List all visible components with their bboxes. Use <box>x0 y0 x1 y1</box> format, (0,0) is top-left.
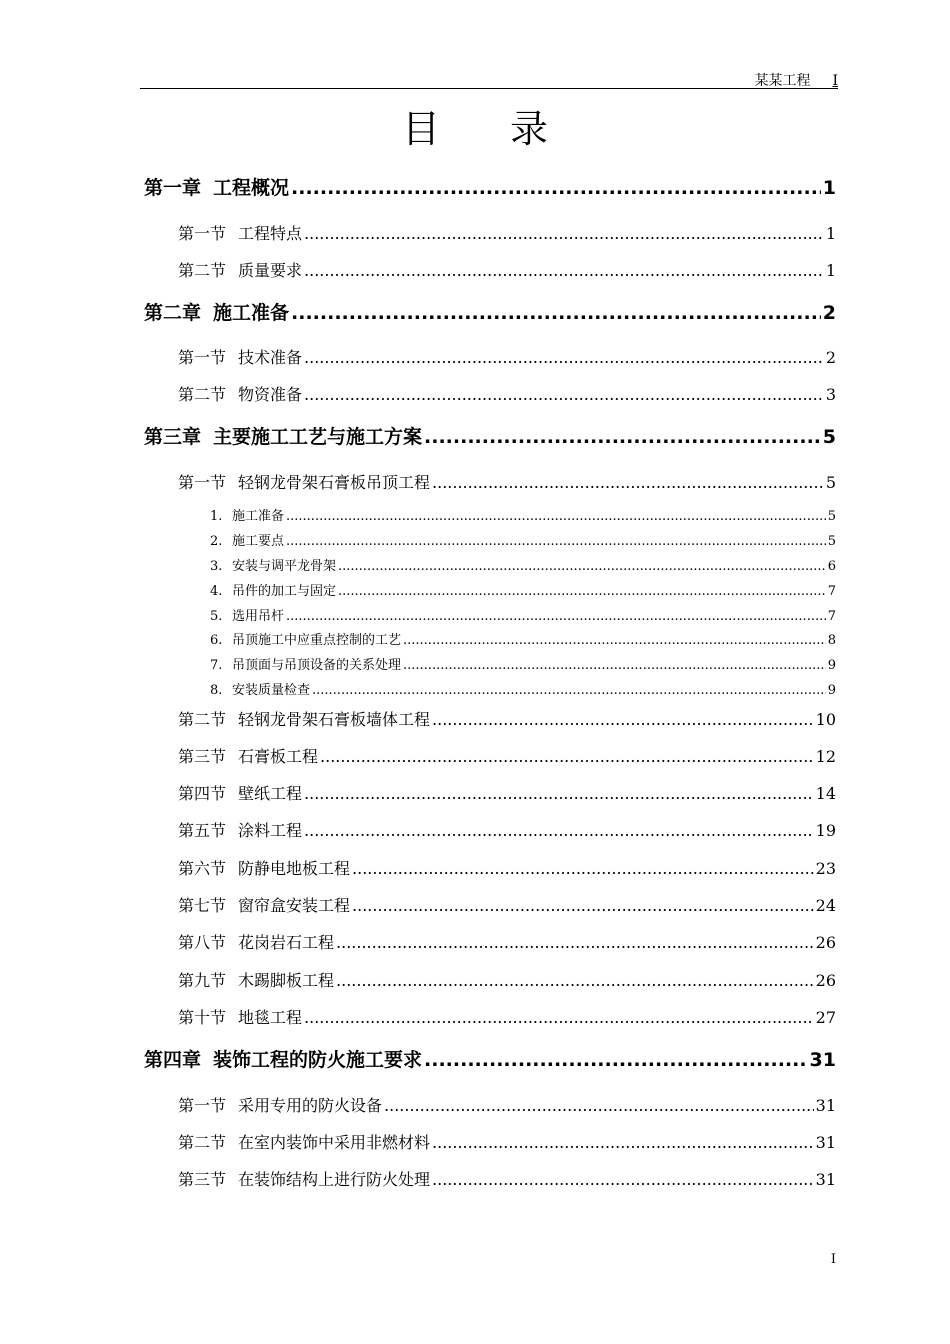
toc-entry-label: 第一节 <box>178 473 227 492</box>
toc-entry-title: 施工要点 <box>232 534 285 549</box>
toc-entry-page: 24 <box>815 896 836 915</box>
toc-entry-section[interactable] <box>178 221 836 244</box>
toc-entry-title: 安装质量检查 <box>232 683 311 698</box>
toc-entry-chapter[interactable] <box>144 173 836 200</box>
toc-entry-section[interactable] <box>178 382 836 405</box>
toc-entry-label: 第一节 <box>178 1096 227 1115</box>
toc-entry-title: 装饰工程的防火施工要求 <box>213 1049 423 1071</box>
toc-entry-section[interactable] <box>178 930 836 953</box>
toc-entry-title: 安装与调平龙骨架 <box>232 559 337 574</box>
toc-entry-page: 9 <box>827 683 836 698</box>
toc-entry-label: 7. <box>210 658 223 673</box>
toc-entry-title: 窗帘盒安装工程 <box>238 896 351 915</box>
toc-entry-label: 6. <box>210 633 223 648</box>
toc-entry-chapter[interactable] <box>144 1045 836 1072</box>
toc-entry-item[interactable] <box>210 530 836 549</box>
toc-entry-label: 第一节 <box>178 348 227 367</box>
toc-leader-dots <box>304 821 814 840</box>
toc-entry-item[interactable] <box>210 605 836 624</box>
toc-leader-dots <box>338 584 826 599</box>
toc-entry-title: 施工准备 <box>213 302 290 324</box>
toc-entry-title: 在室内装饰中采用非燃材料 <box>238 1133 431 1152</box>
toc-entry-item[interactable] <box>210 555 836 574</box>
toc-entry-page: 27 <box>815 1008 836 1027</box>
toc-leader-dots <box>432 1133 814 1152</box>
toc-entry-title: 吊顶面与吊顶设备的关系处理 <box>232 658 402 673</box>
toc-entry-page: 14 <box>815 784 836 803</box>
toc-entry-page: 31 <box>815 1133 836 1152</box>
toc-entry-section[interactable] <box>178 707 836 730</box>
toc-leader-dots <box>338 559 826 574</box>
toc-leader-dots <box>424 1049 808 1071</box>
toc-entry-section[interactable] <box>178 856 836 879</box>
toc-entry-page: 26 <box>815 971 836 990</box>
toc-entry-section[interactable] <box>178 345 836 368</box>
toc-entry-label: 第七节 <box>178 896 227 915</box>
toc-leader-dots <box>312 683 826 698</box>
toc-leader-dots <box>432 473 824 492</box>
toc-entry-section[interactable] <box>178 470 836 493</box>
toc-leader-dots <box>352 896 814 915</box>
toc-entry-section[interactable] <box>178 818 836 841</box>
toc-entry-label: 第一章 <box>144 177 202 199</box>
toc-leader-dots <box>336 933 814 952</box>
toc-entry-page: 7 <box>827 609 836 624</box>
toc-entry-title: 在装饰结构上进行防火处理 <box>238 1170 431 1189</box>
toc-leader-dots <box>304 385 824 404</box>
toc-entry-page: 7 <box>827 584 836 599</box>
toc-entry-page: 3 <box>825 385 836 404</box>
toc-entry-title: 壁纸工程 <box>238 784 303 803</box>
toc-entry-page: 5 <box>822 426 836 448</box>
toc-leader-dots <box>320 747 814 766</box>
toc-leader-dots <box>432 1170 814 1189</box>
toc-entry-page: 12 <box>815 747 836 766</box>
toc-entry-title: 选用吊杆 <box>232 609 285 624</box>
toc-leader-dots <box>291 177 821 199</box>
toc-entry-section[interactable] <box>178 1005 836 1028</box>
toc-entry-label: 第四节 <box>178 784 227 803</box>
toc-entry-label: 第三节 <box>178 1170 227 1189</box>
toc-entry-item[interactable] <box>210 580 836 599</box>
toc-entry-page: 2 <box>825 348 836 367</box>
toc-entry-label: 8. <box>210 683 223 698</box>
toc-leader-dots <box>424 426 821 448</box>
toc-entry-item[interactable] <box>210 629 836 648</box>
toc-entry-section[interactable] <box>178 781 836 804</box>
toc-entry-label: 第二节 <box>178 385 227 404</box>
toc-leader-dots <box>384 1096 814 1115</box>
toc-leader-dots <box>304 261 824 280</box>
toc-leader-dots <box>304 224 824 243</box>
toc-entry-page: 9 <box>827 658 836 673</box>
toc-entry-page: 31 <box>809 1049 836 1071</box>
toc-entry-title: 轻钢龙骨架石膏板墙体工程 <box>238 710 431 729</box>
toc-entry-page: 31 <box>815 1096 836 1115</box>
toc-entry-section[interactable] <box>178 1130 836 1153</box>
toc-entry-section[interactable] <box>178 1093 836 1116</box>
toc-entry-section[interactable] <box>178 258 836 281</box>
toc-entry-section[interactable] <box>178 744 836 767</box>
toc-entry-title: 主要施工工艺与施工方案 <box>213 426 423 448</box>
toc-entry-label: 2. <box>210 534 223 549</box>
toc-entry-page: 2 <box>822 302 836 324</box>
toc-leader-dots <box>304 1008 814 1027</box>
toc-leader-dots <box>304 784 814 803</box>
toc-entry-title: 吊顶施工中应重点控制的工艺 <box>232 633 402 648</box>
toc-entry-label: 3. <box>210 559 223 574</box>
header-page-number: I <box>832 73 838 89</box>
toc-entry-title: 施工准备 <box>232 509 285 524</box>
toc-entry-item[interactable] <box>210 679 836 698</box>
toc-entry-item[interactable] <box>210 505 836 524</box>
header-text: 某某工程 <box>754 73 811 89</box>
toc-entry-label: 4. <box>210 584 223 599</box>
toc-entry-section[interactable] <box>178 893 836 916</box>
toc-entry-label: 5. <box>210 609 223 624</box>
toc-entry-label: 第四章 <box>144 1049 202 1071</box>
toc-entry-title: 质量要求 <box>238 261 303 280</box>
toc-entry-page: 8 <box>827 633 836 648</box>
toc-entry-label: 第一节 <box>178 224 227 243</box>
toc-entry-label: 第五节 <box>178 821 227 840</box>
toc-entry-label: 第三节 <box>178 747 227 766</box>
toc-leader-dots <box>403 658 826 673</box>
toc-entry-page: 5 <box>827 509 836 524</box>
toc-entry-page: 6 <box>827 559 836 574</box>
toc-entry-title: 采用专用的防火设备 <box>238 1096 383 1115</box>
toc-entry-page: 23 <box>815 859 836 878</box>
toc-entry-title: 物资准备 <box>238 385 303 404</box>
page-title: 目录 <box>401 107 618 151</box>
toc-entry-label: 第二节 <box>178 1133 227 1152</box>
toc-entry-label: 第六节 <box>178 859 227 878</box>
toc-entry-title: 工程概况 <box>213 177 290 199</box>
toc-leader-dots <box>403 633 826 648</box>
toc-entry-label: 1. <box>210 509 223 524</box>
toc-leader-dots <box>286 609 826 624</box>
toc-entry-label: 第十节 <box>178 1008 227 1027</box>
toc-entry-label: 第九节 <box>178 971 227 990</box>
toc-entry-title: 地毯工程 <box>238 1008 303 1027</box>
toc-entry-page: 1 <box>822 177 836 199</box>
toc-entry-label: 第二节 <box>178 261 227 280</box>
toc-entry-title: 吊件的加工与固定 <box>232 584 337 599</box>
toc-entry-section[interactable] <box>178 968 836 991</box>
toc-entry-page: 5 <box>827 534 836 549</box>
toc-entry-page: 26 <box>815 933 836 952</box>
toc-entry-title: 石膏板工程 <box>238 747 319 766</box>
toc-entry-title: 涂料工程 <box>238 821 303 840</box>
toc-entry-label: 第二节 <box>178 710 227 729</box>
toc-leader-dots <box>286 509 826 524</box>
toc-leader-dots <box>336 971 814 990</box>
toc-leader-dots <box>291 302 821 324</box>
toc-entry-page: 1 <box>825 224 836 243</box>
toc-entry-label: 第三章 <box>144 426 202 448</box>
toc-entry-item[interactable] <box>210 654 836 673</box>
toc-entry-title: 花岗岩石工程 <box>238 933 335 952</box>
toc-entry-page: 19 <box>815 821 836 840</box>
toc-leader-dots <box>304 348 824 367</box>
footer-page-number: I <box>830 1252 836 1267</box>
toc-entry-title: 技术准备 <box>238 348 303 367</box>
toc-leader-dots <box>352 859 814 878</box>
toc-entry-page: 5 <box>825 473 836 492</box>
toc-entry-label: 第二章 <box>144 302 202 324</box>
toc-entry-page: 31 <box>815 1170 836 1189</box>
toc-entry-title: 防静电地板工程 <box>238 859 351 878</box>
toc-leader-dots <box>432 710 814 729</box>
toc-entry-chapter[interactable] <box>144 298 836 325</box>
toc-entry-title: 轻钢龙骨架石膏板吊顶工程 <box>238 473 431 492</box>
toc-entry-title: 木踢脚板工程 <box>238 971 335 990</box>
toc-entry-section[interactable] <box>178 1167 836 1190</box>
toc-leader-dots <box>286 534 826 549</box>
toc-entry-chapter[interactable] <box>144 422 836 449</box>
toc-entry-title: 工程特点 <box>238 224 303 243</box>
toc-entry-page: 10 <box>815 710 836 729</box>
toc-entry-label: 第八节 <box>178 933 227 952</box>
toc-entry-page: 1 <box>825 261 836 280</box>
